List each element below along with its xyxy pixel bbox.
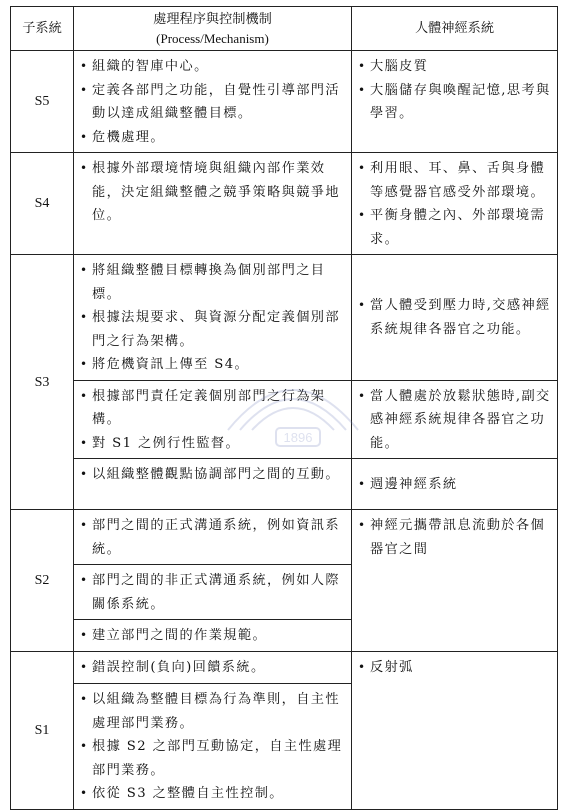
subsystem-label-s3: S3: [11, 255, 74, 510]
list-item: • 將組織整體目標轉換為個別部門之目標。: [80, 259, 345, 306]
document-page: [10, 6, 557, 810]
list-item: • 定義各部門之功能，自覺性引導部門活動以達成組織整體目標。: [80, 79, 345, 126]
row-s3-a: [11, 255, 558, 381]
list-item: • 根據 S2 之部門互動協定，自主性處理部門業務。: [80, 735, 345, 782]
list-item: • 建立部門之間的作業規範。: [80, 624, 345, 648]
subsystem-label-s5: S5: [11, 51, 74, 153]
neural-cell-s2: [352, 510, 558, 652]
process-cell-s3-c: [74, 459, 352, 510]
list-item: • 部門之間的非正式溝通系統，例如人際關係系統。: [80, 569, 345, 616]
neural-cell-s3-a: [352, 255, 558, 381]
neural-cell-s4: [352, 153, 558, 255]
list-item: • 大腦皮質: [358, 55, 551, 79]
header-subsystem: 子系統: [11, 7, 74, 51]
row-s5: [11, 51, 558, 153]
process-cell-s4: [74, 153, 352, 255]
subsystem-label-s4: S4: [11, 153, 74, 255]
list-item: • 依從 S3 之整體自主性控制。: [80, 782, 345, 806]
list-item: • 根據部門責任定義個別部門之行為架構。: [80, 385, 345, 432]
neural-cell-s1: [352, 652, 558, 810]
neural-cell-s3-c: [352, 459, 558, 510]
row-s1-a: [11, 652, 558, 684]
process-cell-s2-b: [74, 565, 352, 620]
row-s2-a: [11, 510, 558, 565]
header-neural: 人體神經系統: [352, 7, 558, 51]
list-item: • 錯誤控制(負向)回饋系統。: [80, 656, 345, 680]
process-cell-s3-a: [74, 255, 352, 381]
list-item: • 組織的智庫中心。: [80, 55, 345, 79]
process-cell-s2-c: [74, 620, 352, 652]
neural-cell-s5: [352, 51, 558, 153]
header-process-zh: 處理程序與控制機制: [153, 11, 272, 27]
list-item: • 當人體受到壓力時,交感神經系統規律各器官之功能。: [358, 294, 551, 341]
process-cell-s3-b: [74, 380, 352, 459]
row-s3-b: [11, 380, 558, 459]
neural-cell-s3-b: [352, 380, 558, 459]
vsm-comparison-table: [10, 6, 558, 810]
process-cell-s1-a: [74, 652, 352, 684]
row-s4: [11, 153, 558, 255]
process-cell-s5: [74, 51, 352, 153]
list-item: • 大腦儲存與喚醒記憶,思考與學習。: [358, 79, 551, 126]
list-item: • 平衡身體之內、外部環境需求。: [358, 204, 551, 251]
watermark-year: 1896: [283, 430, 313, 445]
list-item: • 週邊神經系統: [358, 473, 551, 497]
process-cell-s2-a: [74, 510, 352, 565]
list-item: • 當人體處於放鬆狀態時,副交感神經系統規律各器官之功能。: [358, 385, 551, 456]
list-item: • 以組織為整體目標為行為準則，自主性處理部門業務。: [80, 688, 345, 735]
list-item: • 以組織整體觀點協調部門之間的互動。: [80, 463, 345, 487]
list-item: • 根據外部環境情境與組織內部作業效能，決定組織整體之競爭策略與競爭地位。: [80, 157, 345, 228]
process-cell-s1-b: [74, 684, 352, 810]
list-item: • 危機處理。: [80, 126, 345, 150]
header-process-en: (Process/Mechanism): [156, 30, 269, 46]
list-item: • 神經元攜帶訊息流動於各個器官之間: [358, 514, 551, 561]
subsystem-label-s2: S2: [11, 510, 74, 652]
subsystem-label-s1: S1: [11, 652, 74, 810]
list-item: • 對 S1 之例行性監督。: [80, 432, 345, 456]
list-item: • 將危機資訊上傳至 S4。: [80, 353, 345, 377]
list-item: • 反射弧: [358, 656, 551, 680]
header-row: [11, 7, 558, 51]
list-item: • 部門之間的正式溝通系統，例如資訊系統。: [80, 514, 345, 561]
row-s3-c: [11, 459, 558, 510]
list-item: • 根據法規要求、與資源分配定義個別部門之行為架構。: [80, 306, 345, 353]
header-process: [74, 7, 352, 51]
list-item: • 利用眼、耳、鼻、舌與身體等感覺器官感受外部環境。: [358, 157, 551, 204]
